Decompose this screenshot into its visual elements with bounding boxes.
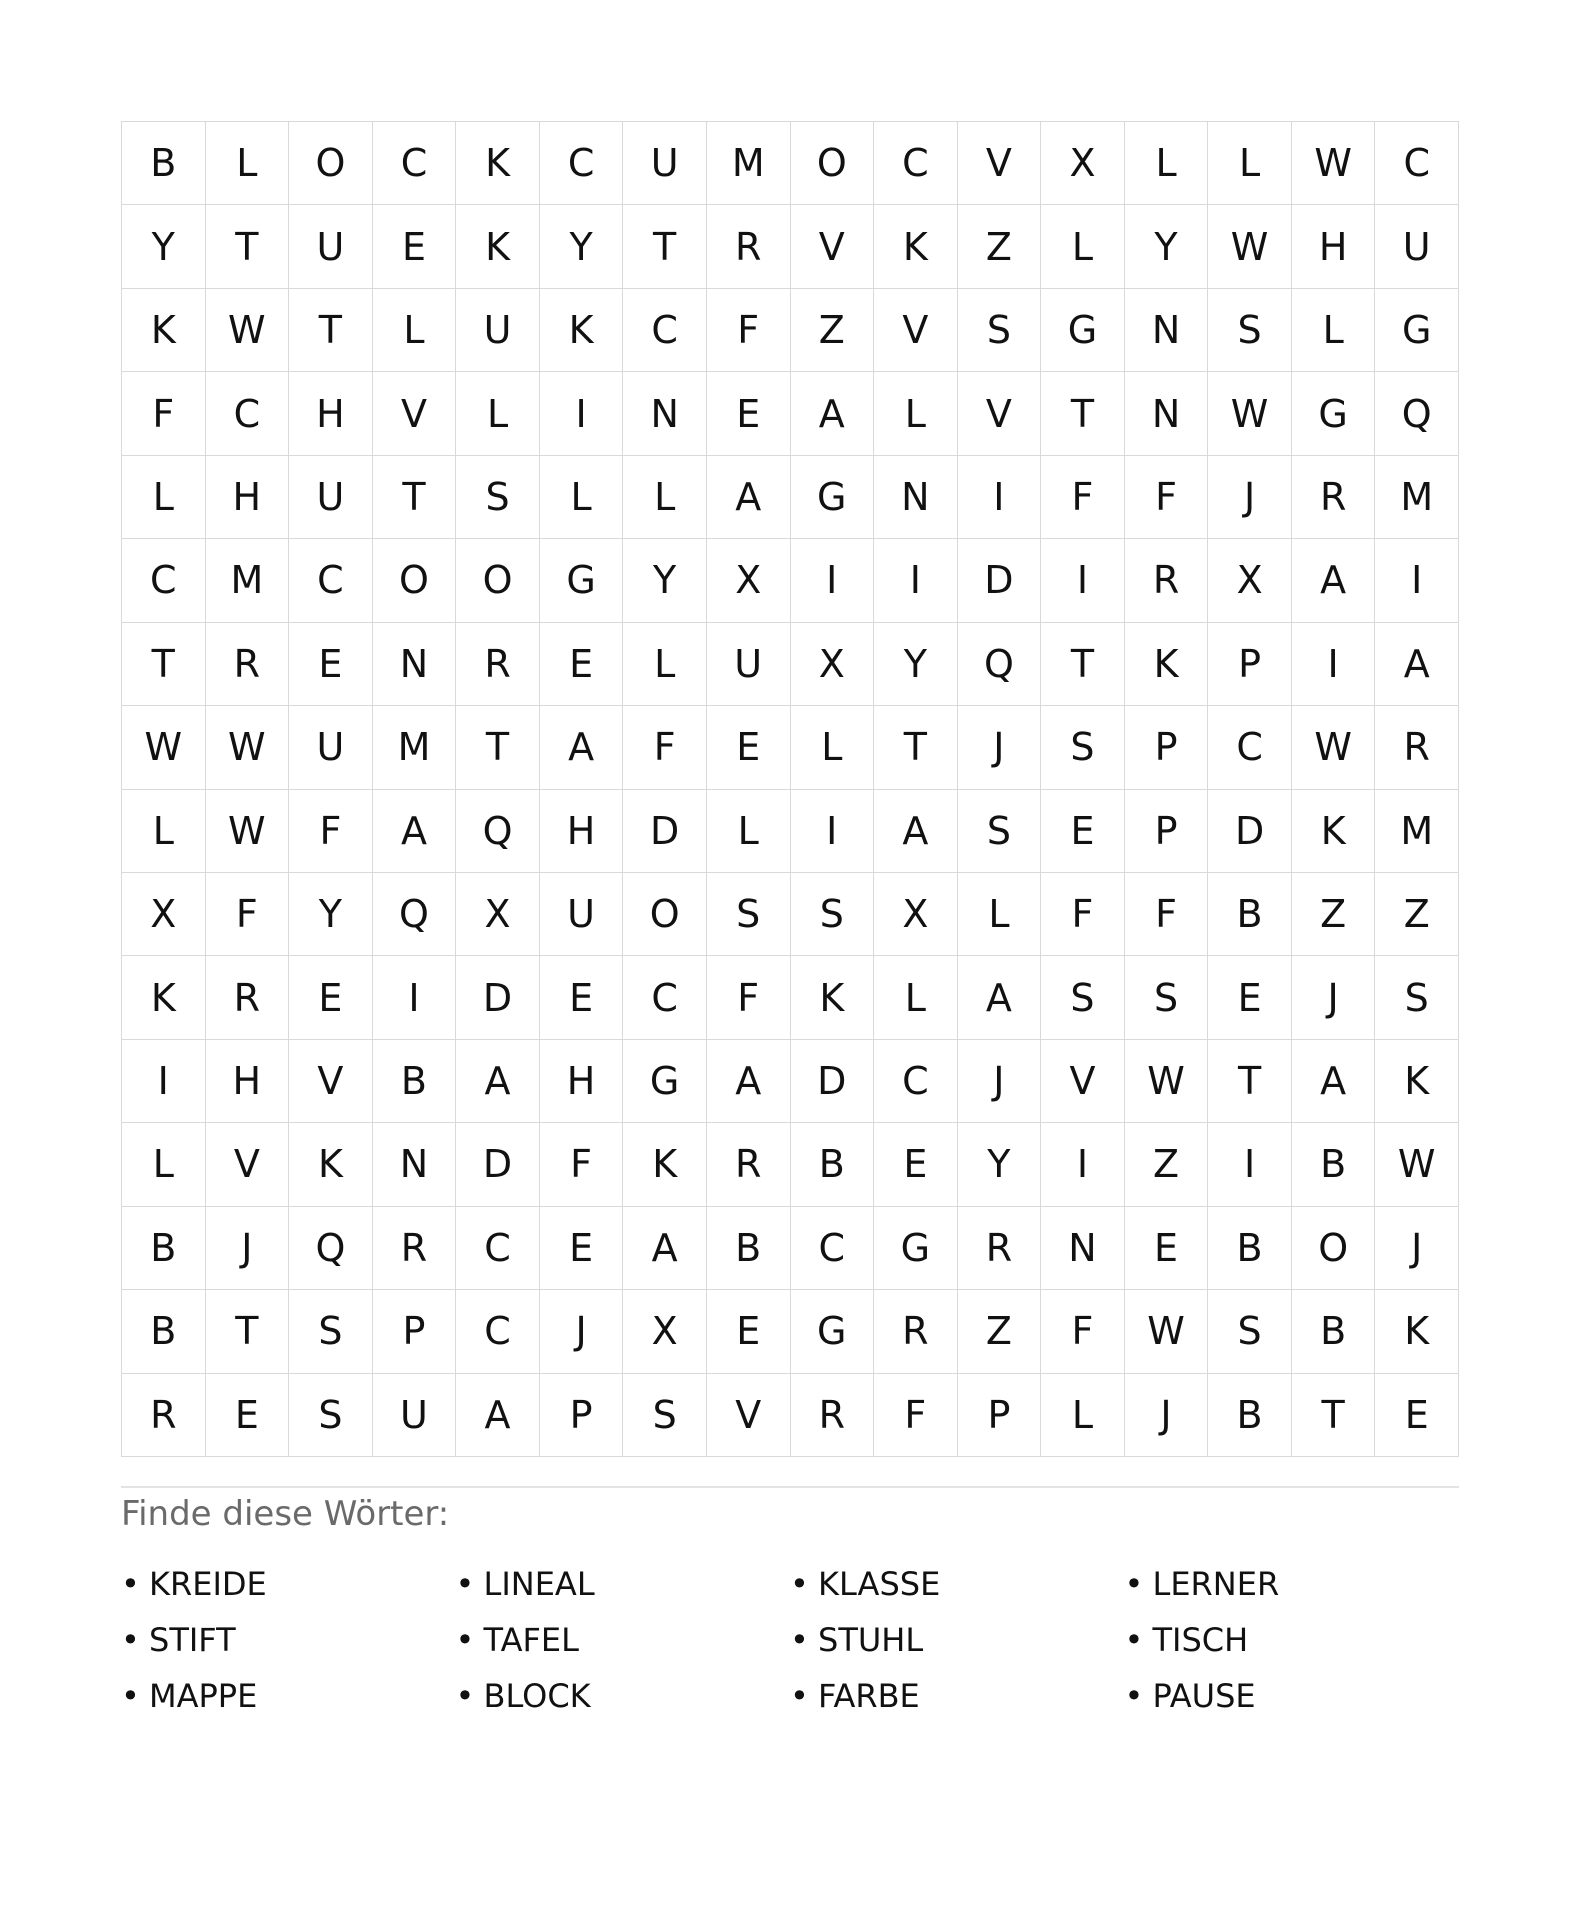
grid-cell[interactable]: R: [206, 956, 290, 1039]
grid-cell[interactable]: P: [373, 1290, 457, 1373]
grid-cell[interactable]: E: [707, 372, 791, 455]
grid-cell[interactable]: P: [1125, 790, 1209, 873]
grid-cell[interactable]: R: [206, 623, 290, 706]
grid-cell[interactable]: T: [206, 1290, 290, 1373]
grid-cell[interactable]: E: [289, 956, 373, 1039]
bullet-icon: •: [121, 1621, 140, 1659]
grid-cell[interactable]: R: [707, 205, 791, 288]
grid-cell[interactable]: F: [1041, 1290, 1125, 1373]
grid-cell[interactable]: H: [289, 372, 373, 455]
grid-cell[interactable]: H: [206, 456, 290, 539]
grid-cell[interactable]: O: [456, 539, 540, 622]
grid-cell[interactable]: L: [1041, 205, 1125, 288]
grid-cell[interactable]: W: [1292, 122, 1376, 205]
grid-cell[interactable]: U: [540, 873, 624, 956]
grid-cell[interactable]: S: [1208, 289, 1292, 372]
grid-cell[interactable]: B: [1208, 1374, 1292, 1457]
grid-cell[interactable]: Z: [958, 1290, 1042, 1373]
grid-cell[interactable]: K: [874, 205, 958, 288]
grid-cell[interactable]: S: [289, 1374, 373, 1457]
grid-cell[interactable]: Q: [456, 790, 540, 873]
grid-cell[interactable]: Z: [1375, 873, 1459, 956]
grid-cell[interactable]: V: [958, 372, 1042, 455]
grid-cell[interactable]: E: [1125, 1207, 1209, 1290]
grid-cell[interactable]: X: [874, 873, 958, 956]
grid-cell[interactable]: F: [874, 1374, 958, 1457]
grid-cell[interactable]: U: [373, 1374, 457, 1457]
word-label: MAPPE: [149, 1677, 258, 1715]
bullet-icon: •: [790, 1565, 809, 1603]
grid-cell[interactable]: A: [540, 706, 624, 789]
grid-cell[interactable]: O: [373, 539, 457, 622]
grid-cell[interactable]: I: [1292, 623, 1376, 706]
grid-cell[interactable]: S: [1041, 706, 1125, 789]
word-list: [121, 1556, 1459, 1724]
grid-cell[interactable]: X: [623, 1290, 707, 1373]
grid-cell[interactable]: L: [122, 790, 206, 873]
grid-cell[interactable]: F: [707, 289, 791, 372]
grid-cell[interactable]: K: [540, 289, 624, 372]
grid-cell[interactable]: U: [289, 205, 373, 288]
grid-cell[interactable]: L: [122, 456, 206, 539]
word-list-item: [1125, 1668, 1460, 1724]
grid-cell[interactable]: B: [1292, 1123, 1376, 1206]
grid-cell[interactable]: Y: [958, 1123, 1042, 1206]
grid-cell[interactable]: W: [1208, 372, 1292, 455]
grid-cell[interactable]: C: [874, 122, 958, 205]
instructions-label: Finde diese Wörter:: [121, 1494, 450, 1534]
bullet-icon: •: [455, 1565, 475, 1603]
grid-cell[interactable]: I: [373, 956, 457, 1039]
grid-cell[interactable]: E: [206, 1374, 290, 1457]
grid-cell[interactable]: S: [791, 873, 875, 956]
grid-cell[interactable]: F: [206, 873, 290, 956]
grid-cell[interactable]: J: [1375, 1207, 1459, 1290]
grid-cell[interactable]: S: [289, 1290, 373, 1373]
grid-cell[interactable]: L: [623, 456, 707, 539]
grid-cell[interactable]: B: [1208, 873, 1292, 956]
grid-cell[interactable]: N: [373, 1123, 457, 1206]
grid-cell[interactable]: B: [122, 122, 206, 205]
grid-cell[interactable]: Y: [1125, 205, 1209, 288]
grid-cell[interactable]: L: [540, 456, 624, 539]
grid-cell[interactable]: S: [1375, 956, 1459, 1039]
grid-cell[interactable]: L: [1292, 289, 1376, 372]
grid-cell[interactable]: W: [206, 706, 290, 789]
grid-cell[interactable]: L: [958, 873, 1042, 956]
grid-cell[interactable]: B: [1208, 1207, 1292, 1290]
grid-cell[interactable]: A: [1292, 539, 1376, 622]
grid-cell[interactable]: M: [373, 706, 457, 789]
grid-cell[interactable]: G: [791, 456, 875, 539]
grid-cell[interactable]: T: [1041, 623, 1125, 706]
grid-cell[interactable]: C: [1375, 122, 1459, 205]
grid-cell[interactable]: K: [1375, 1290, 1459, 1373]
grid-cell[interactable]: T: [874, 706, 958, 789]
grid-cell[interactable]: T: [623, 205, 707, 288]
grid-cell[interactable]: Z: [791, 289, 875, 372]
grid-cell[interactable]: E: [540, 623, 624, 706]
grid-cell[interactable]: Y: [540, 205, 624, 288]
grid-cell[interactable]: A: [707, 456, 791, 539]
grid-cell[interactable]: C: [373, 122, 457, 205]
grid-cell[interactable]: F: [540, 1123, 624, 1206]
grid-cell[interactable]: J: [1208, 456, 1292, 539]
word-label: STIFT: [149, 1621, 236, 1659]
grid-cell[interactable]: C: [623, 289, 707, 372]
grid-cell[interactable]: A: [874, 790, 958, 873]
grid-cell[interactable]: M: [206, 539, 290, 622]
grid-cell[interactable]: L: [1041, 1374, 1125, 1457]
grid-cell[interactable]: S: [958, 790, 1042, 873]
grid-cell[interactable]: H: [206, 1040, 290, 1123]
bullet-icon: •: [121, 1565, 140, 1603]
grid-cell[interactable]: K: [791, 956, 875, 1039]
grid-cell[interactable]: L: [373, 289, 457, 372]
grid-cell[interactable]: L: [206, 122, 290, 205]
grid-cell[interactable]: D: [456, 956, 540, 1039]
grid-cell[interactable]: W: [1208, 205, 1292, 288]
bullet-icon: •: [121, 1677, 140, 1715]
word-label: FARBE: [818, 1677, 920, 1715]
grid-cell[interactable]: C: [122, 539, 206, 622]
letter-grid: [121, 121, 1459, 1457]
grid-cell[interactable]: T: [122, 623, 206, 706]
word-label: TAFEL: [483, 1621, 579, 1659]
grid-cell[interactable]: L: [874, 372, 958, 455]
grid-cell[interactable]: E: [707, 1290, 791, 1373]
grid-cell[interactable]: W: [1125, 1040, 1209, 1123]
grid-cell[interactable]: K: [456, 205, 540, 288]
bullet-icon: •: [1124, 1565, 1144, 1603]
grid-cell[interactable]: B: [1292, 1290, 1376, 1373]
word-label: KLASSE: [818, 1565, 941, 1603]
grid-cell[interactable]: I: [122, 1040, 206, 1123]
grid-cell[interactable]: D: [456, 1123, 540, 1206]
grid-cell[interactable]: A: [456, 1374, 540, 1457]
grid-cell[interactable]: V: [1041, 1040, 1125, 1123]
word-label: LINEAL: [483, 1565, 595, 1603]
grid-cell[interactable]: A: [623, 1207, 707, 1290]
grid-cell[interactable]: G: [1292, 372, 1376, 455]
word-list-item: [790, 1668, 1125, 1724]
grid-cell[interactable]: F: [1041, 873, 1125, 956]
grid-cell[interactable]: I: [1208, 1123, 1292, 1206]
grid-cell[interactable]: T: [1208, 1040, 1292, 1123]
grid-cell[interactable]: L: [874, 956, 958, 1039]
grid-cell[interactable]: W: [1375, 1123, 1459, 1206]
grid-cell[interactable]: R: [1375, 706, 1459, 789]
grid-cell[interactable]: I: [540, 372, 624, 455]
bullet-icon: •: [1124, 1621, 1144, 1659]
grid-cell[interactable]: V: [791, 205, 875, 288]
grid-cell[interactable]: N: [874, 456, 958, 539]
grid-cell[interactable]: I: [1041, 1123, 1125, 1206]
grid-cell[interactable]: J: [958, 1040, 1042, 1123]
grid-cell[interactable]: E: [874, 1123, 958, 1206]
grid-cell[interactable]: F: [623, 706, 707, 789]
grid-cell[interactable]: L: [623, 623, 707, 706]
grid-cell[interactable]: I: [791, 790, 875, 873]
grid-cell[interactable]: O: [791, 122, 875, 205]
grid-cell[interactable]: F: [1041, 456, 1125, 539]
grid-cell[interactable]: Y: [289, 873, 373, 956]
grid-cell[interactable]: S: [958, 289, 1042, 372]
grid-cell[interactable]: Z: [1125, 1123, 1209, 1206]
word-label: LERNER: [1152, 1565, 1280, 1603]
word-label: PAUSE: [1152, 1677, 1256, 1715]
word-label: TISCH: [1152, 1621, 1249, 1659]
grid-cell[interactable]: Q: [958, 623, 1042, 706]
word-list-item: [121, 1556, 456, 1612]
grid-cell[interactable]: Y: [874, 623, 958, 706]
grid-cell[interactable]: S: [1041, 956, 1125, 1039]
grid-cell[interactable]: T: [456, 706, 540, 789]
grid-cell[interactable]: S: [707, 873, 791, 956]
grid-cell[interactable]: R: [958, 1207, 1042, 1290]
grid-cell[interactable]: A: [1292, 1040, 1376, 1123]
grid-cell[interactable]: C: [289, 539, 373, 622]
word-label: STUHL: [818, 1621, 924, 1659]
grid-cell[interactable]: U: [289, 456, 373, 539]
grid-cell[interactable]: L: [791, 706, 875, 789]
grid-cell[interactable]: U: [456, 289, 540, 372]
grid-cell[interactable]: E: [540, 1207, 624, 1290]
grid-cell[interactable]: A: [1375, 623, 1459, 706]
grid-cell[interactable]: E: [707, 706, 791, 789]
grid-cell[interactable]: Y: [623, 539, 707, 622]
grid-cell[interactable]: E: [373, 205, 457, 288]
grid-cell[interactable]: C: [1208, 706, 1292, 789]
grid-cell[interactable]: T: [1041, 372, 1125, 455]
grid-cell[interactable]: M: [1375, 790, 1459, 873]
grid-cell[interactable]: L: [1208, 122, 1292, 205]
bullet-icon: •: [790, 1621, 809, 1659]
grid-cell[interactable]: J: [206, 1207, 290, 1290]
grid-cell[interactable]: C: [540, 122, 624, 205]
grid-cell[interactable]: V: [874, 289, 958, 372]
grid-cell[interactable]: Z: [1292, 873, 1376, 956]
grid-cell[interactable]: B: [122, 1290, 206, 1373]
grid-cell[interactable]: G: [1041, 289, 1125, 372]
grid-cell[interactable]: E: [1041, 790, 1125, 873]
grid-cell[interactable]: J: [540, 1290, 624, 1373]
grid-cell[interactable]: N: [1125, 372, 1209, 455]
grid-cell[interactable]: F: [122, 372, 206, 455]
grid-cell[interactable]: R: [1125, 539, 1209, 622]
grid-cell[interactable]: V: [289, 1040, 373, 1123]
grid-cell[interactable]: K: [122, 956, 206, 1039]
grid-cell[interactable]: R: [122, 1374, 206, 1457]
grid-cell[interactable]: C: [206, 372, 290, 455]
grid-cell[interactable]: K: [1375, 1040, 1459, 1123]
grid-cell[interactable]: G: [623, 1040, 707, 1123]
grid-cell[interactable]: R: [707, 1123, 791, 1206]
grid-cell[interactable]: U: [289, 706, 373, 789]
word-list-item: [121, 1668, 456, 1724]
grid-cell[interactable]: J: [1292, 956, 1376, 1039]
grid-cell[interactable]: Y: [122, 205, 206, 288]
grid-cell[interactable]: U: [1375, 205, 1459, 288]
grid-cell[interactable]: B: [122, 1207, 206, 1290]
grid-cell[interactable]: L: [122, 1123, 206, 1206]
grid-cell[interactable]: A: [958, 956, 1042, 1039]
word-list-item: [1125, 1556, 1460, 1612]
grid-cell[interactable]: V: [373, 372, 457, 455]
grid-cell[interactable]: R: [791, 1374, 875, 1457]
grid-cell[interactable]: W: [206, 790, 290, 873]
grid-cell[interactable]: X: [1208, 539, 1292, 622]
bullet-icon: •: [455, 1677, 475, 1715]
grid-cell[interactable]: E: [289, 623, 373, 706]
grid-cell[interactable]: L: [1125, 122, 1209, 205]
grid-cell[interactable]: H: [540, 790, 624, 873]
grid-cell[interactable]: C: [874, 1040, 958, 1123]
grid-cell[interactable]: P: [1208, 623, 1292, 706]
grid-cell[interactable]: I: [1041, 539, 1125, 622]
grid-cell[interactable]: R: [874, 1290, 958, 1373]
grid-cell[interactable]: A: [707, 1040, 791, 1123]
grid-cell[interactable]: K: [1292, 790, 1376, 873]
grid-cell[interactable]: M: [1375, 456, 1459, 539]
grid-cell[interactable]: E: [1375, 1374, 1459, 1457]
grid-cell[interactable]: U: [623, 122, 707, 205]
grid-cell[interactable]: J: [1125, 1374, 1209, 1457]
grid-cell[interactable]: V: [958, 122, 1042, 205]
grid-cell[interactable]: G: [791, 1290, 875, 1373]
grid-cell[interactable]: H: [540, 1040, 624, 1123]
grid-cell[interactable]: D: [1208, 790, 1292, 873]
grid-cell[interactable]: Q: [373, 873, 457, 956]
grid-cell[interactable]: X: [1041, 122, 1125, 205]
grid-cell[interactable]: S: [1125, 956, 1209, 1039]
grid-cell[interactable]: C: [456, 1207, 540, 1290]
grid-cell[interactable]: F: [707, 956, 791, 1039]
grid-cell[interactable]: C: [791, 1207, 875, 1290]
grid-cell[interactable]: X: [122, 873, 206, 956]
bullet-icon: •: [790, 1677, 809, 1715]
grid-cell[interactable]: N: [1125, 289, 1209, 372]
grid-cell[interactable]: B: [373, 1040, 457, 1123]
grid-cell[interactable]: W: [122, 706, 206, 789]
grid-cell[interactable]: Q: [1375, 372, 1459, 455]
grid-cell[interactable]: X: [791, 623, 875, 706]
word-label: BLOCK: [483, 1677, 591, 1715]
grid-cell[interactable]: F: [289, 790, 373, 873]
grid-cell[interactable]: F: [1125, 456, 1209, 539]
grid-cell[interactable]: A: [373, 790, 457, 873]
grid-cell[interactable]: K: [456, 122, 540, 205]
grid-cell[interactable]: S: [1208, 1290, 1292, 1373]
grid-cell[interactable]: H: [1292, 205, 1376, 288]
word-list-item: [456, 1612, 791, 1668]
grid-cell[interactable]: W: [206, 289, 290, 372]
grid-cell[interactable]: X: [707, 539, 791, 622]
grid-cell[interactable]: M: [707, 122, 791, 205]
grid-cell[interactable]: P: [958, 1374, 1042, 1457]
grid-cell[interactable]: C: [456, 1290, 540, 1373]
grid-cell[interactable]: D: [958, 539, 1042, 622]
grid-cell[interactable]: B: [707, 1207, 791, 1290]
grid-cell[interactable]: A: [791, 372, 875, 455]
grid-cell[interactable]: I: [874, 539, 958, 622]
word-list-item: [790, 1556, 1125, 1612]
grid-cell[interactable]: U: [707, 623, 791, 706]
grid-cell[interactable]: I: [958, 456, 1042, 539]
grid-cell[interactable]: K: [1125, 623, 1209, 706]
grid-cell[interactable]: L: [456, 372, 540, 455]
divider: [121, 1486, 1459, 1488]
grid-cell[interactable]: W: [1292, 706, 1376, 789]
grid-cell[interactable]: V: [707, 1374, 791, 1457]
word-list-item: [456, 1556, 791, 1612]
grid-cell[interactable]: O: [289, 122, 373, 205]
grid-cell[interactable]: B: [791, 1123, 875, 1206]
grid-cell[interactable]: O: [1292, 1207, 1376, 1290]
grid-cell[interactable]: P: [540, 1374, 624, 1457]
word-list-item: [790, 1612, 1125, 1668]
word-list-item: [456, 1668, 791, 1724]
grid-cell[interactable]: I: [1375, 539, 1459, 622]
grid-cell[interactable]: E: [1208, 956, 1292, 1039]
grid-cell[interactable]: E: [540, 956, 624, 1039]
grid-cell[interactable]: Z: [958, 205, 1042, 288]
grid-cell[interactable]: D: [791, 1040, 875, 1123]
grid-cell[interactable]: K: [289, 1123, 373, 1206]
grid-cell[interactable]: W: [1125, 1290, 1209, 1373]
grid-cell[interactable]: G: [1375, 289, 1459, 372]
grid-cell[interactable]: N: [623, 372, 707, 455]
grid-cell[interactable]: L: [707, 790, 791, 873]
bullet-icon: •: [455, 1621, 475, 1659]
grid-cell[interactable]: I: [791, 539, 875, 622]
grid-cell[interactable]: S: [456, 456, 540, 539]
grid-cell[interactable]: T: [1292, 1374, 1376, 1457]
grid-cell[interactable]: R: [373, 1207, 457, 1290]
word-label: KREIDE: [149, 1565, 267, 1603]
grid-cell[interactable]: X: [456, 873, 540, 956]
grid-cell[interactable]: R: [1292, 456, 1376, 539]
word-list-item: [121, 1612, 456, 1668]
grid-cell[interactable]: T: [206, 205, 290, 288]
grid-cell[interactable]: P: [1125, 706, 1209, 789]
grid-cell[interactable]: C: [623, 956, 707, 1039]
grid-cell[interactable]: Q: [289, 1207, 373, 1290]
grid-cell[interactable]: J: [958, 706, 1042, 789]
grid-cell[interactable]: O: [623, 873, 707, 956]
grid-cell[interactable]: D: [623, 790, 707, 873]
grid-cell[interactable]: S: [623, 1374, 707, 1457]
grid-cell[interactable]: R: [456, 623, 540, 706]
grid-cell[interactable]: K: [623, 1123, 707, 1206]
grid-cell[interactable]: N: [373, 623, 457, 706]
grid-cell[interactable]: K: [122, 289, 206, 372]
grid-cell[interactable]: N: [1041, 1207, 1125, 1290]
grid-cell[interactable]: A: [456, 1040, 540, 1123]
grid-cell[interactable]: F: [1125, 873, 1209, 956]
grid-cell[interactable]: G: [874, 1207, 958, 1290]
grid-cell[interactable]: V: [206, 1123, 290, 1206]
grid-cell[interactable]: T: [373, 456, 457, 539]
grid-cell[interactable]: G: [540, 539, 624, 622]
bullet-icon: •: [1124, 1677, 1144, 1715]
grid-cell[interactable]: T: [289, 289, 373, 372]
word-list-item: [1125, 1612, 1460, 1668]
